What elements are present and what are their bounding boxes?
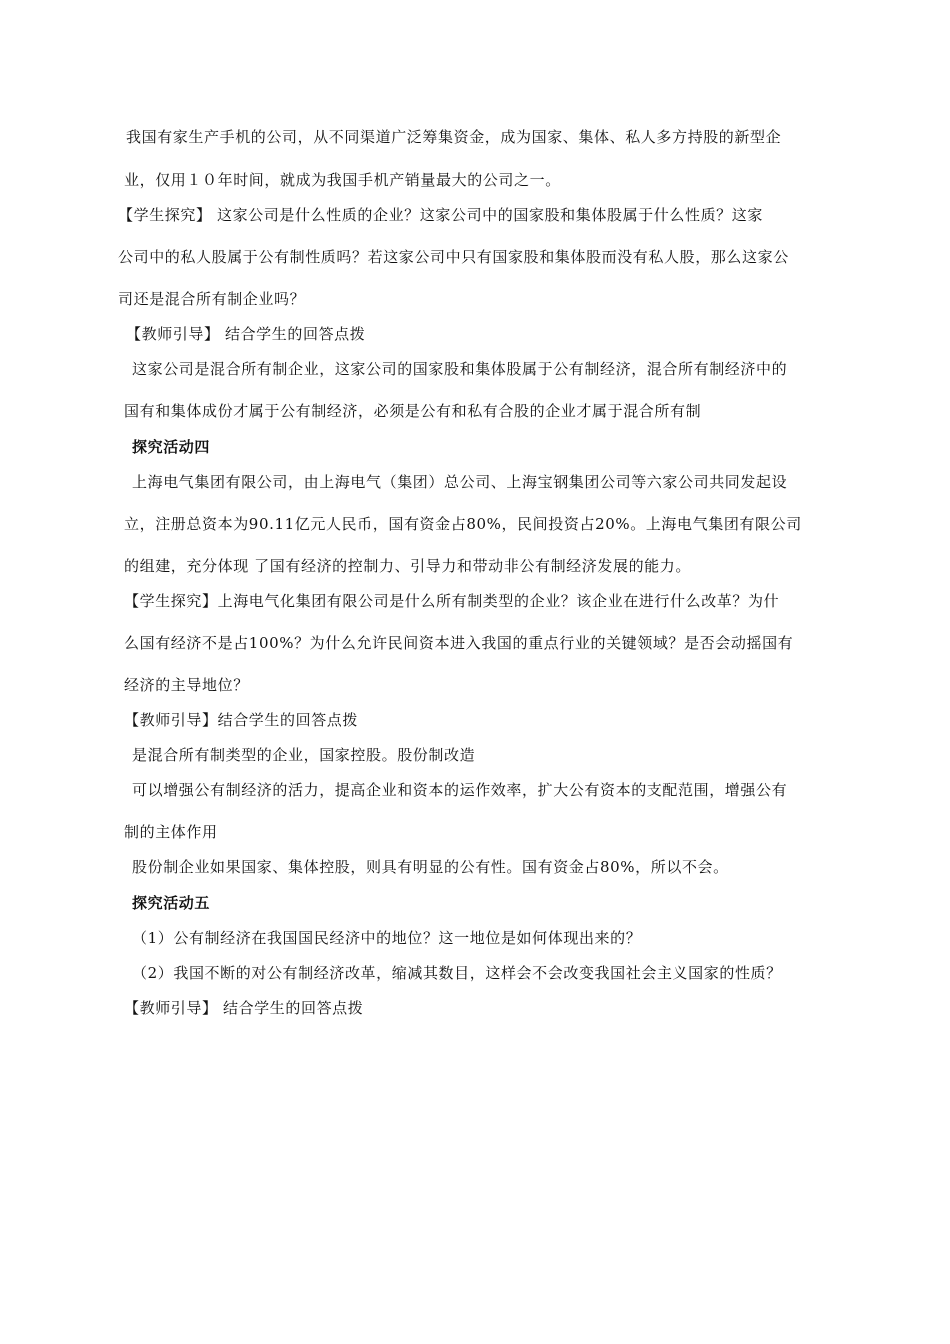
student-inquiry-2-line-1: 【学生探究】上海电气化集团有限公司是什么所有制类型的企业？该企业在进行什么改革？为什 [124,592,780,610]
paragraph-intro-line-2: 业，仅用１０年时间，就成为我国手机产销量最大的公司之一。 [124,171,561,189]
answer-1-line-1: 这家公司是混合所有制企业，这家公司的国家股和集体股属于公有制经济，混合所有制经济中的 [132,360,788,378]
answer-2-line-2: 可以增强公有制经济的活力，提高企业和资本的运作效率，扩大公有资本的支配范围，增强公有 [132,781,788,799]
activity-4-line-3: 的组建，充分体现 了国有经济的控制力、引导力和带动非公有制经济发展的能力。 [124,557,691,575]
section-heading-activity-5: 探究活动五 [132,894,211,912]
paragraph-intro-line-1: 我国有家生产手机的公司，从不同渠道广泛筹集资金，成为国家、集体、私人多方持股的新型企 [126,128,782,146]
student-inquiry-2-line-3: 经济的主导地位？ [124,676,249,694]
activity-4-line-2: 立，注册总资本为90.11亿元人民币，国有资金占80%，民间投资占20%。上海电气集团有限公司 [124,515,802,533]
answer-2-line-4: 股份制企业如果国家、集体控股，则具有明显的公有性。国有资金占80%，所以不会。 [132,858,729,876]
student-inquiry-1-line-2: 公司中的私人股属于公有制性质吗？若这家公司中只有国家股和集体股而没有私人股，那么这家公 [118,248,789,266]
activity-4-line-1: 上海电气集团有限公司，由上海电气（集团）总公司、上海宝钢集团公司等六家公司共同发起设 [132,473,788,491]
teacher-guide-3: 【教师引导】 结合学生的回答点拨 [124,999,364,1017]
student-inquiry-2-line-2: 么国有经济不是占100%？为什么允许民间资本进入我国的重点行业的关键领域？是否会动摇国有 [124,634,794,652]
answer-1-line-2: 国有和集体成份才属于公有制经济，必须是公有和私有合股的企业才属于混合所有制 [124,402,702,420]
answer-2-line-3: 制的主体作用 [124,823,218,841]
teacher-guide-2: 【教师引导】结合学生的回答点拨 [124,711,359,729]
answer-2-line-1: 是混合所有制类型的企业，国家控股。股份制改造 [132,746,476,764]
student-inquiry-1-line-3: 司还是混合所有制企业吗？ [118,290,306,308]
section-heading-activity-4: 探究活动四 [132,438,211,456]
question-1: （1）公有制经济在我国国民经济中的地位？这一地位是如何体现出来的？ [132,929,642,947]
question-2: （2）我国不断的对公有制经济改革，缩减其数目，这样会不会改变我国社会主义国家的性质？ [132,964,782,982]
student-inquiry-1-line-1: 【学生探究】 这家公司是什么性质的企业？这家公司中的国家股和集体股属于什么性质？这家 [118,206,763,224]
teacher-guide-1: 【教师引导】 结合学生的回答点拨 [126,325,366,343]
